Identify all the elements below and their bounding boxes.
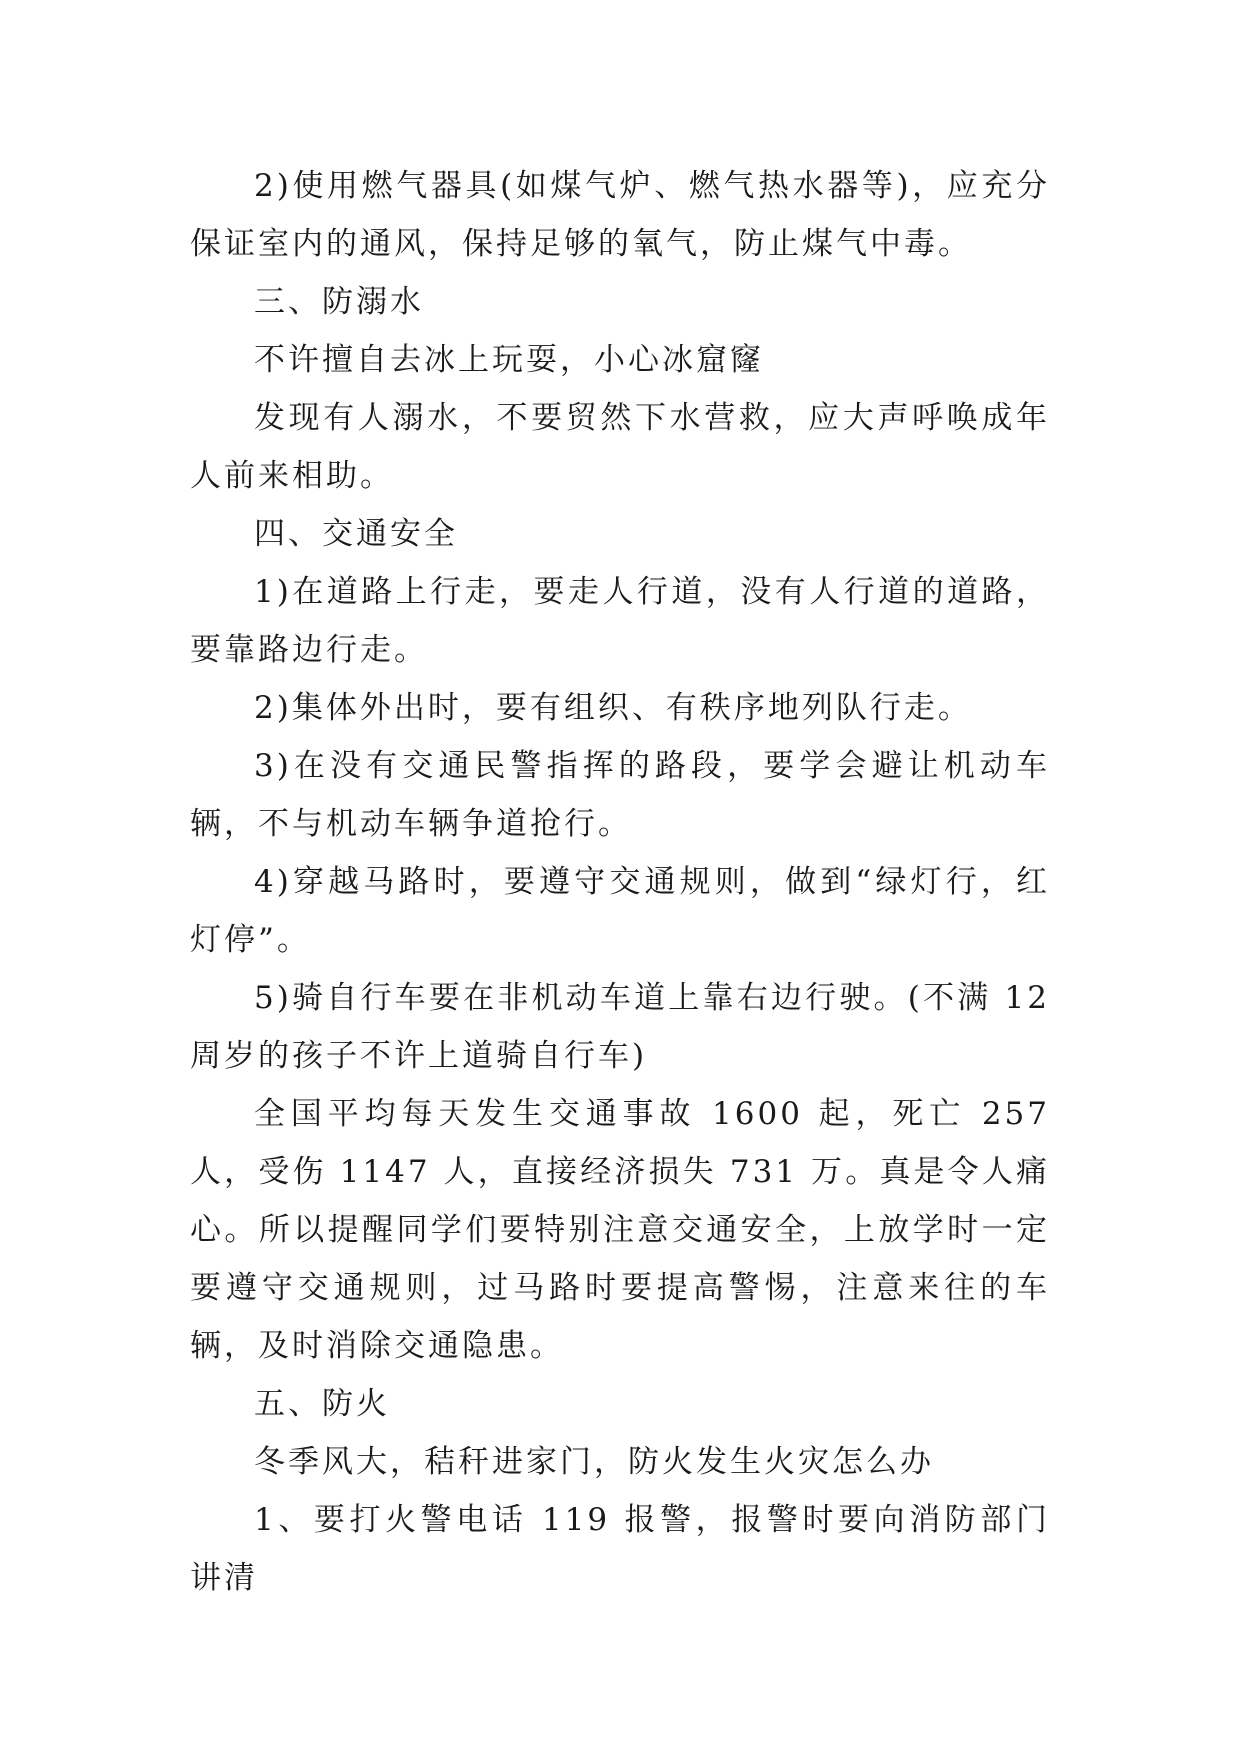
paragraph-winter-fire: 冬季风大，秸秆进家门，防火发生火灾怎么办 <box>254 1444 934 1480</box>
paragraph-traffic-rule-1: 1)在道路上行走，要走人行道，没有人行道的道路，要靠路边行走。 <box>190 574 1050 668</box>
paragraph-traffic-statistics: 全国平均每天发生交通事故 1600 起，死亡 257 人，受伤 1147 人，直接经济损失 731 万。真是令人痛心。所以提醒同学们要特别注意交通安全，上放学时一定要遵守交通规则，过马路时要提高警惕，注意来往的车辆，及时消除交通隐患。 <box>190 1096 1050 1364</box>
paragraph-traffic-rule-3: 3)在没有交通民警指挥的路段，要学会避让机动车辆，不与机动车辆争道抢行。 <box>190 748 1050 842</box>
document-body <box>190 157 1050 1607</box>
paragraph-ice-warning: 不许擅自去冰上玩耍，小心冰窟窿 <box>254 342 764 378</box>
paragraph-traffic-rule-5: 5)骑自行车要在非机动车道上靠右边行驶。(不满 12 周岁的孩子不许上道骑自行车) <box>190 980 1050 1074</box>
paragraph-drowning-rescue: 发现有人溺水，不要贸然下水营救，应大声呼唤成年人前来相助。 <box>190 400 1050 494</box>
paragraph-gas-appliances: 2)使用燃气器具(如煤气炉、燃气热水器等)，应充分保证室内的通风，保持足够的氧气，防止煤气中毒。 <box>190 168 1050 262</box>
paragraph-fire-call: 1、要打火警电话 119 报警，报警时要向消防部门讲清 <box>190 1502 1050 1596</box>
paragraph-traffic-rule-4: 4)穿越马路时，要遵守交通规则，做到“绿灯行，红灯停”。 <box>190 864 1050 958</box>
paragraph-traffic-rule-2: 2)集体外出时，要有组织、有秩序地列队行走。 <box>254 690 972 726</box>
heading-drowning-prevention: 三、防溺水 <box>254 284 424 320</box>
heading-fire-prevention: 五、防火 <box>254 1386 390 1422</box>
heading-traffic-safety: 四、交通安全 <box>254 516 458 552</box>
